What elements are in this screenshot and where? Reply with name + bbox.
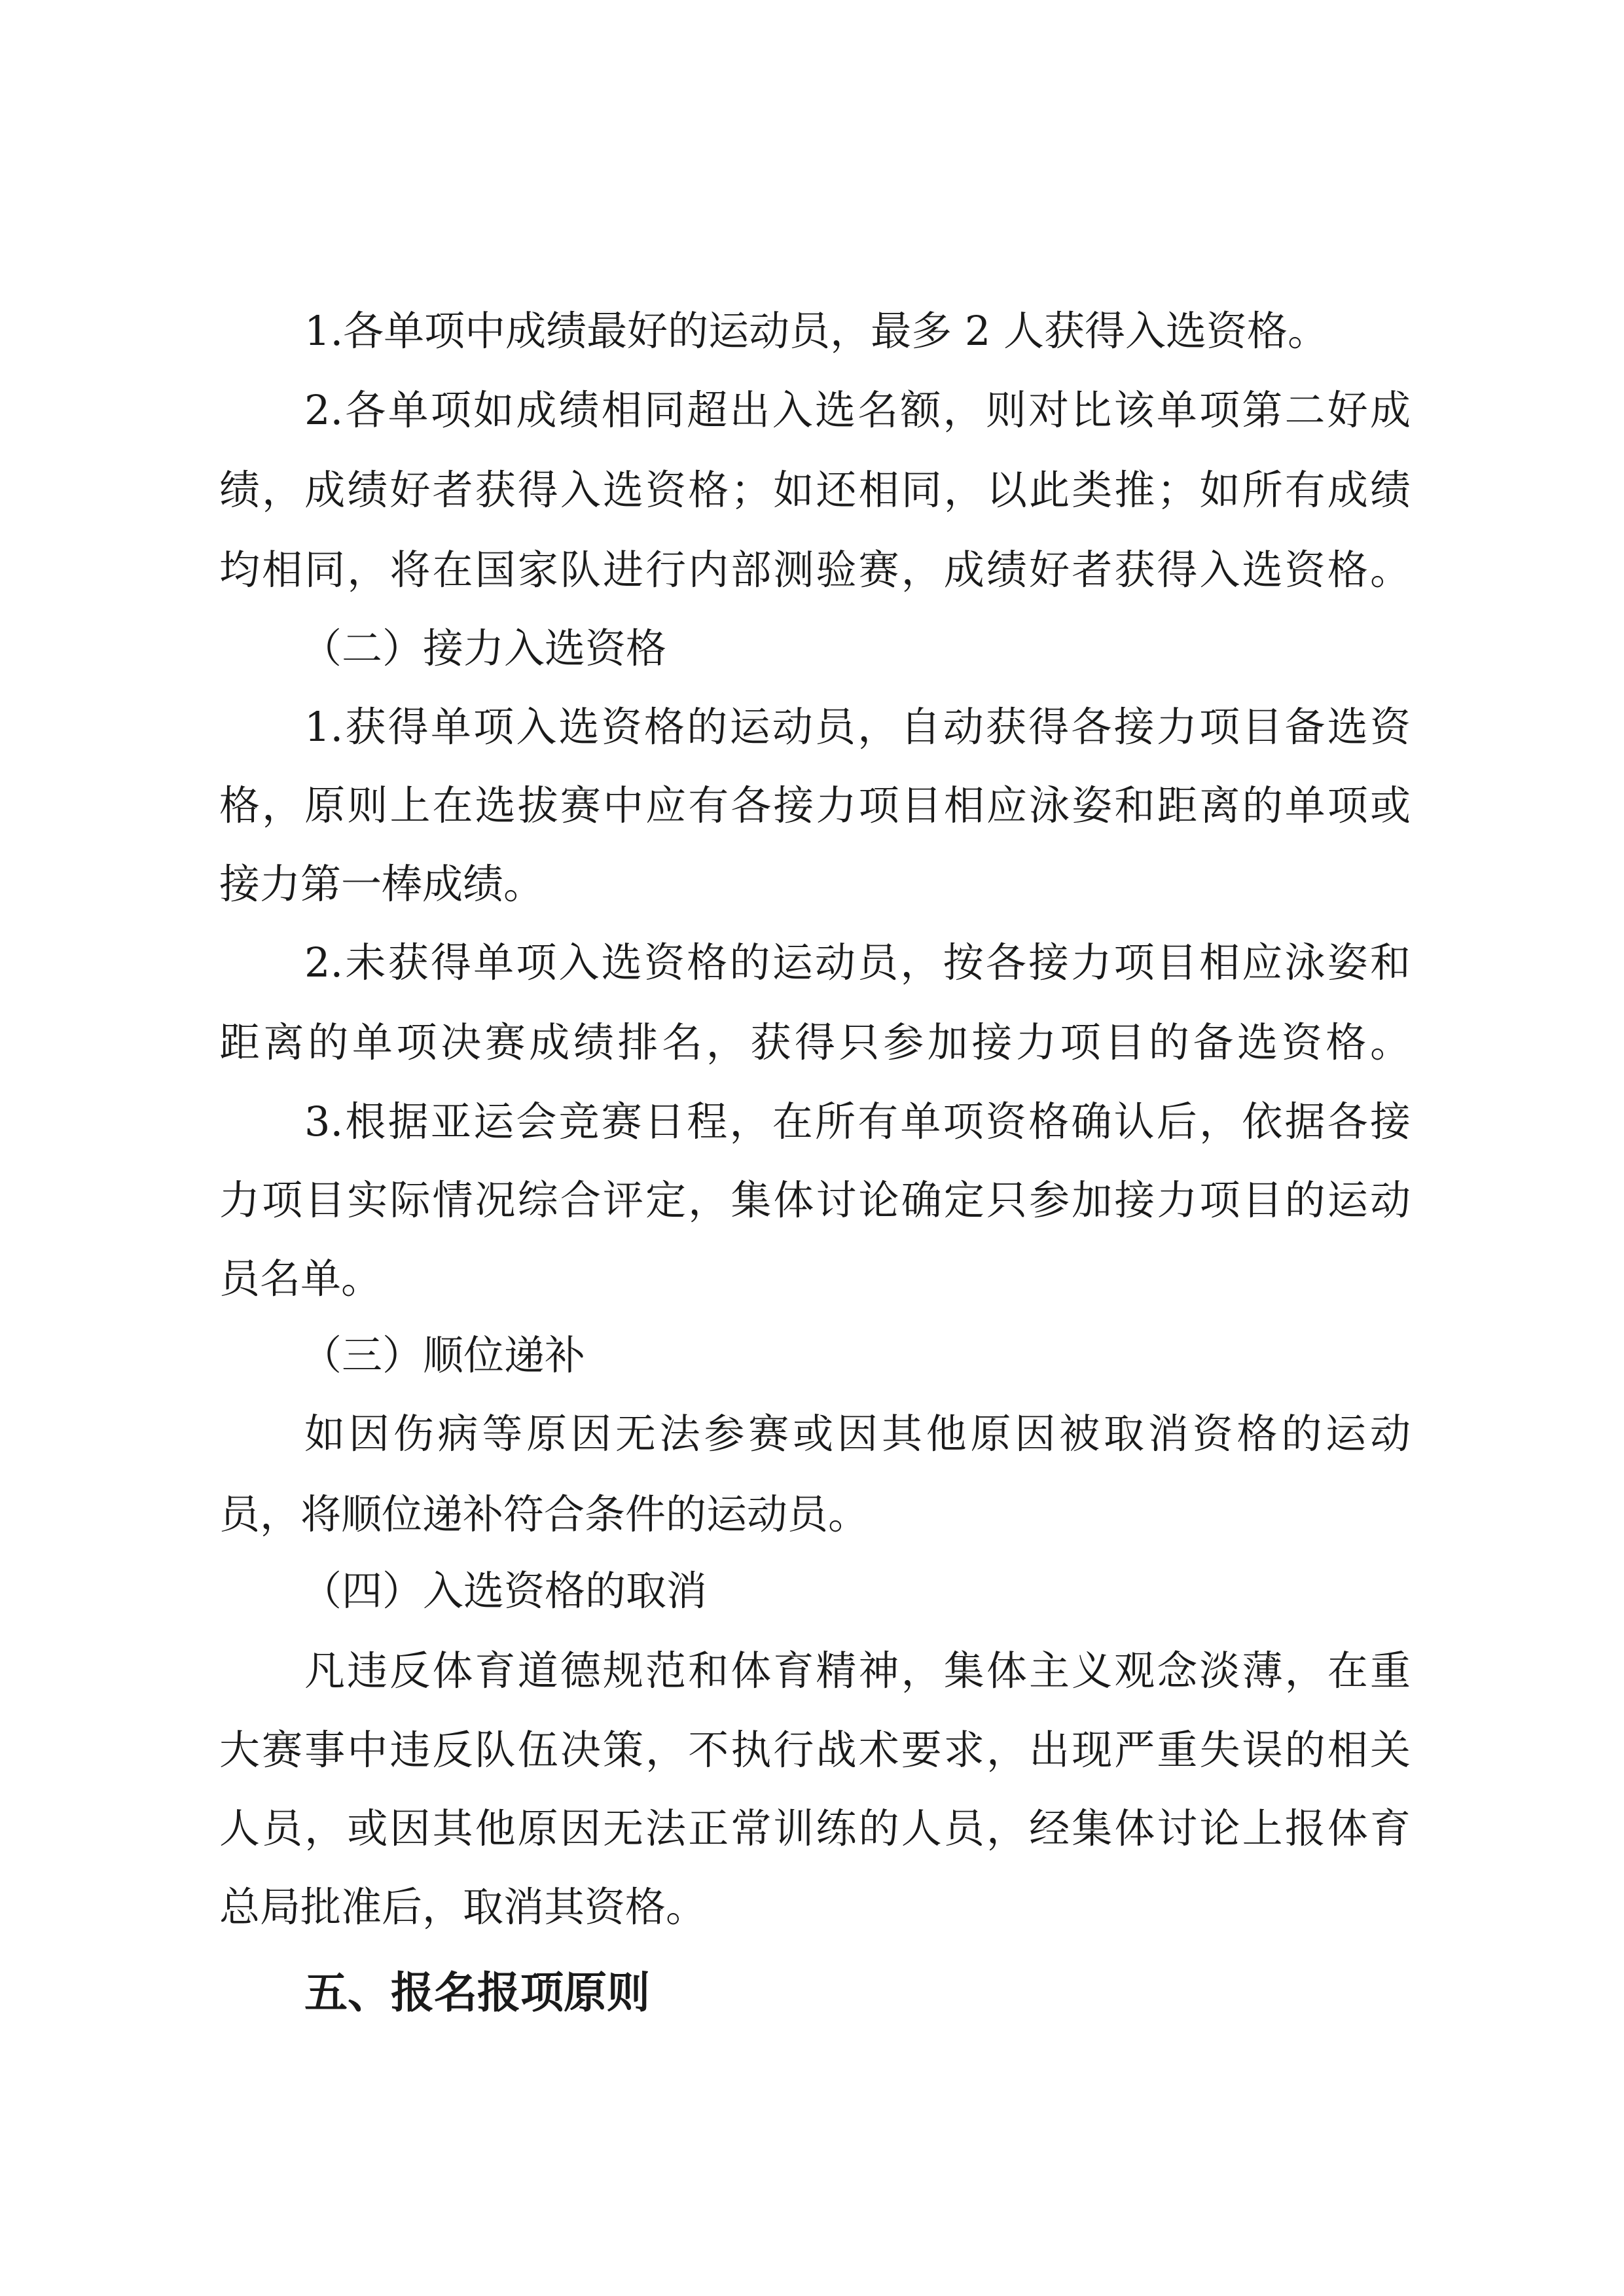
paragraph-line: 凡违反体育道德规范和体育精神，集体主义观念淡薄，在重 [304,1647,1411,1695]
paragraph-line: 总局批准后，取消其资格。 [219,1883,707,1931]
paragraph-line: 均相同，将在国家队进行内部测验赛，成绩好者获得入选资格。 [219,546,1411,594]
paragraph-line: 1.获得单项入选资格的运动员，自动获得各接力项目备选资 [304,703,1411,751]
section-subheading: （三）顺位递补 [301,1331,586,1379]
paragraph-line: 2.各单项如成绩相同超出入选名额，则对比该单项第二好成 [304,386,1411,434]
paragraph-line: 1.各单项中成绩最好的运动员，最多 2 人获得入选资格。 [304,307,1329,355]
section-subheading: （四）入选资格的取消 [301,1567,708,1615]
paragraph-line: 绩，成绩好者获得入选资格；如还相同，以此类推；如所有成绩 [219,466,1411,514]
paragraph-line: 员名单。 [219,1255,382,1302]
paragraph-line: 格，原则上在选拔赛中应有各接力项目相应泳姿和距离的单项或 [219,781,1411,829]
paragraph-line: 3.根据亚运会竞赛日程，在所有单项资格确认后，依据各接 [304,1098,1411,1145]
paragraph-line: 距离的单项决赛成绩排名，获得只参加接力项目的备选资格。 [219,1018,1411,1066]
paragraph-line: 接力第一棒成绩。 [219,860,545,908]
paragraph-line: 力项目实际情况综合评定，集体讨论确定只参加接力项目的运动 [219,1176,1411,1224]
section-heading: 五、报名报项原则 [304,1967,650,2018]
paragraph-line: 员，将顺位递补符合条件的运动员。 [219,1490,869,1538]
paragraph-line: 2.未获得单项入选资格的运动员，按各接力项目相应泳姿和 [304,939,1411,986]
paragraph-line: 大赛事中违反队伍决策，不执行战术要求，出现严重失误的相关 [219,1726,1411,1774]
paragraph-line: 如因伤病等原因无法参赛或因其他原因被取消资格的运动 [304,1410,1411,1458]
paragraph-line: 人员，或因其他原因无法正常训练的人员，经集体讨论上报体育 [219,1804,1411,1852]
section-subheading: （二）接力入选资格 [301,624,667,672]
